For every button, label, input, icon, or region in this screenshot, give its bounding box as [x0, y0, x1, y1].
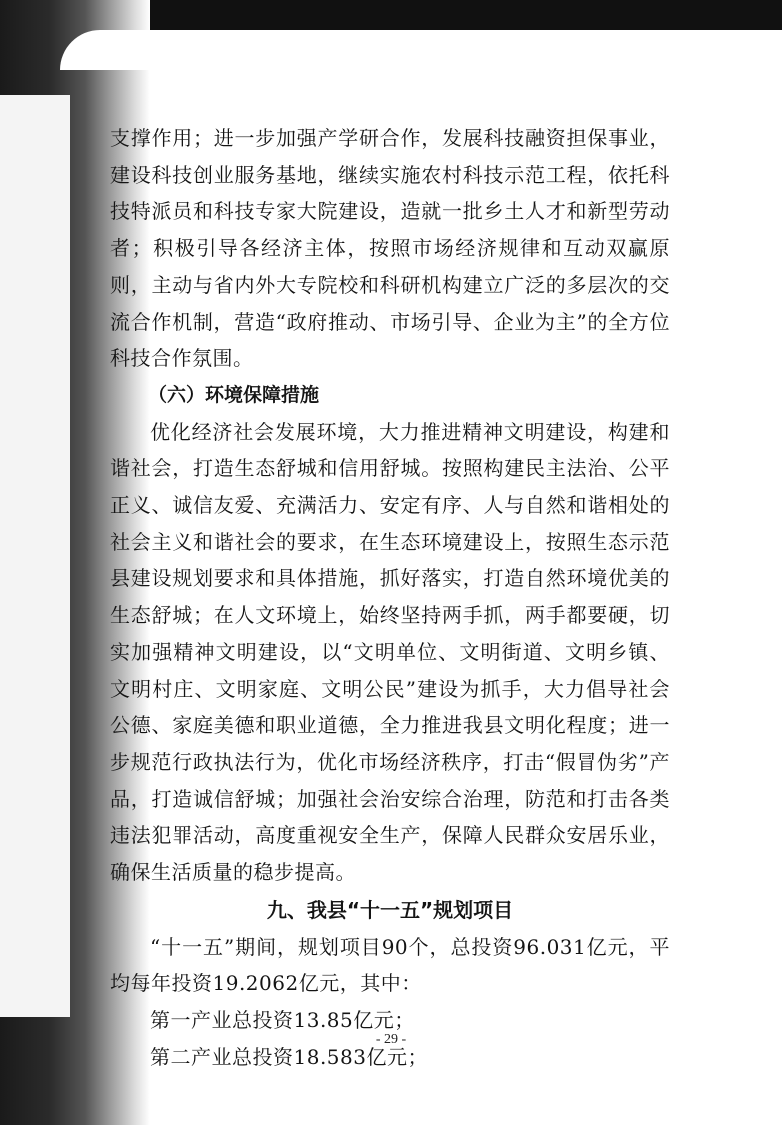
page-top-edge — [60, 30, 782, 70]
scan-left-strip — [0, 95, 70, 1017]
body-paragraph: “十一五”期间，规划项目90个，总投资96.031亿元，平均每年投资19.2062亿元，其中： — [110, 934, 670, 996]
page-body — [110, 120, 670, 1076]
body-paragraph: 支撑作用；进一步加强产学研合作，发展科技融资担保事业，建设科技创业服务基地，继续实施农村科技示范工程，依托科技特派员和科技专家大院建设，造就一批乡土人才和新型劳动者；积极引导各经济主体，按照市场经济规律和互动双赢原则，主动与省内外大专院校和科研机构建立广泛的多层次的交流合作机制，营造“政府推动、市场引导、企业为主”的全方位科技合作氛围。 — [110, 126, 670, 371]
list-item: 第一产业总投资13.85亿元； — [150, 1008, 415, 1033]
section-heading: 九、我县“十一五”规划项目 — [266, 897, 514, 922]
subsection-heading: （六）环境保障措施 — [148, 383, 320, 406]
list-item: 第二产业总投资18.583亿元； — [150, 1044, 428, 1069]
body-paragraph: 优化经济社会发展环境，大力推进精神文明建设，构建和谐社会，打造生态舒城和信用舒城。按照构建民主法治、公平正义、诚信友爱、充满活力、安定有序、人与自然和谐相处的社会主义和谐社会的要求，在生态环境建设上，按照生态示范县建设规划要求和具体措施，抓好落实，打造自然环境优美的生态舒城；在人文环境上，始终坚持两手抓，两手都要硬，切实加强精神文明建设，以“文明单位、文明街道、文明乡镇、文明村庄、文明家庭、文明公民”建设为抓手，大力倡导社会公德、家庭美德和职业道德，全力推进我县文明化程度；进一步规范行政执法行为，优化市场经济秩序，打击“假冒伪劣”产品，打造诚信舒城；加强社会治安综合治理，防范和打击各类违法犯罪活动，高度重视安全生产，保障人民群众安居乐业，确保生活质量的稳步提高。 — [110, 419, 670, 885]
page-number: - 29 - — [375, 1032, 407, 1047]
